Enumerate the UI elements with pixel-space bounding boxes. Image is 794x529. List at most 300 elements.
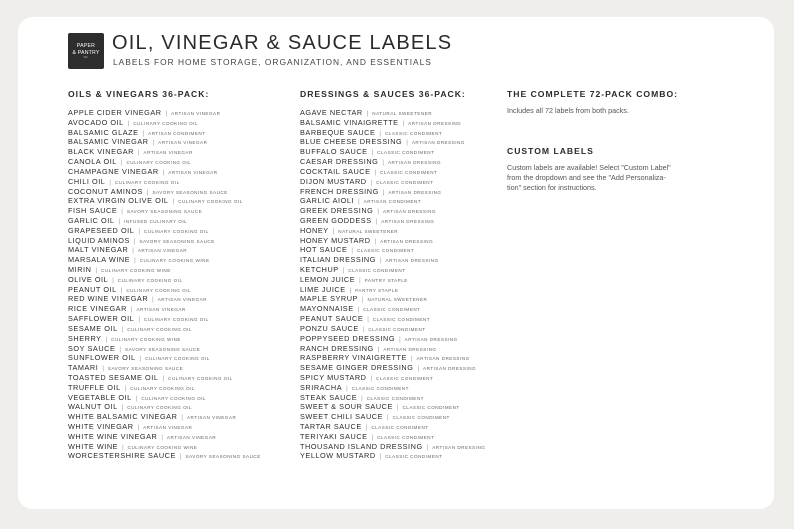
label-name: THOUSAND ISLAND DRESSING	[300, 441, 423, 451]
separator: |	[120, 160, 123, 167]
label-category: ARTISAN VINEGAR	[186, 415, 237, 421]
list-item	[68, 351, 261, 361]
label-category: CLASSIC CONDIMENT	[384, 130, 443, 136]
list-item	[300, 430, 485, 440]
label-category: ARTISAN CONDIMENT	[148, 130, 206, 136]
label-name: FISH SAUCE	[68, 206, 118, 216]
label-category: SAVORY SEASONING SAUCE	[107, 366, 184, 372]
brand-logo	[68, 33, 104, 69]
list-item	[68, 410, 261, 420]
list-item	[300, 165, 485, 175]
list-item	[300, 204, 485, 214]
label-name: SWEET CHILI SAUCE	[300, 412, 384, 422]
separator: |	[351, 248, 353, 255]
separator: |	[134, 258, 136, 265]
separator: |	[172, 199, 175, 206]
label-category: ARTISAN VINEGAR	[171, 111, 221, 116]
list-item	[68, 253, 261, 263]
separator: |	[399, 336, 401, 343]
separator: |	[139, 356, 142, 363]
separator: |	[95, 268, 97, 274]
label-category: ARTISAN VINEGAR	[166, 434, 217, 440]
separator: |	[112, 277, 114, 284]
separator: |	[161, 434, 163, 441]
separator: |	[102, 366, 104, 373]
label-name: COCONUT AMINOS	[68, 186, 143, 196]
label-name: CHILI OIL	[68, 176, 106, 186]
list-item	[68, 135, 261, 145]
label-category: CULINARY COOKING OIL	[141, 395, 207, 401]
label-category: ARTISAN DRESSING	[383, 346, 437, 352]
label-name: SRIRACHA	[300, 382, 343, 392]
list-item	[300, 420, 485, 430]
list-item	[300, 194, 485, 204]
label-category: ARTISAN DRESSING	[408, 120, 462, 126]
separator: |	[137, 150, 140, 157]
separator: |	[120, 287, 123, 294]
label-name: OLIVE OIL	[68, 274, 109, 284]
list-item	[68, 449, 261, 459]
list-item	[68, 175, 261, 185]
separator: |	[361, 297, 364, 304]
label-category: ARTISAN VINEGAR	[143, 425, 193, 430]
list-item	[300, 106, 485, 116]
separator: |	[379, 454, 382, 461]
label-name: BALSAMIC GLAZE	[68, 127, 139, 137]
separator: |	[362, 326, 365, 333]
separator: |	[124, 385, 127, 392]
separator: |	[377, 209, 379, 216]
label-name: MARSALA WINE	[68, 255, 131, 265]
list-item	[300, 116, 485, 126]
label-name: MAPLE SYRUP	[300, 294, 358, 304]
label-category: NATURAL SWEETENER	[338, 228, 399, 234]
separator: |	[181, 415, 183, 422]
label-category: CLASSIC CONDIMENT	[376, 179, 434, 185]
list-item	[300, 185, 485, 195]
list-item	[68, 312, 261, 322]
label-category: SAVORY SEASONING SAUCE	[126, 209, 203, 215]
separator: |	[379, 130, 381, 137]
label-name: RASPBERRY VINAIGRETTE	[300, 353, 407, 363]
separator: |	[402, 120, 405, 127]
list-item	[68, 381, 261, 391]
list-item	[300, 332, 485, 342]
list-item	[68, 332, 261, 342]
separator: |	[374, 238, 377, 245]
label-name: WHITE VINEGAR	[68, 422, 134, 431]
separator: |	[374, 169, 377, 176]
separator: |	[358, 199, 360, 206]
list-item	[68, 106, 261, 116]
label-category: CULINARY COOKING WINE	[111, 336, 181, 342]
combo-heading: THE COMPLETE 72-PACK COMBO:	[507, 89, 679, 99]
oils-list	[68, 106, 261, 459]
label-category: CLASSIC CONDIMENT	[351, 385, 409, 391]
separator: |	[332, 228, 335, 235]
label-name: SWEET & SOUR SAUCE	[300, 402, 393, 412]
list-item	[68, 204, 261, 214]
label-name: CAESAR DRESSING	[300, 157, 379, 167]
label-name: YELLOW MUSTARD	[300, 451, 376, 461]
list-item	[300, 214, 485, 224]
label-category: CULINARY COOKING OIL	[168, 375, 233, 381]
label-category: CULINARY COOKING WINE	[139, 258, 210, 264]
label-category: CULINARY COOKING WINE	[127, 444, 198, 450]
list-item	[68, 155, 261, 165]
list-item	[68, 283, 261, 293]
label-category: NATURAL SWEETENER	[367, 297, 428, 303]
list-item	[300, 135, 485, 145]
label-name: WORCESTERSHIRE SAUCE	[68, 451, 176, 461]
label-name: BALSAMIC VINAIGRETTE	[300, 117, 399, 127]
label-category: ARTISAN DRESSING	[380, 238, 434, 244]
label-name: SPICY MUSTARD	[300, 372, 367, 382]
list-item	[68, 194, 261, 204]
list-item	[68, 292, 261, 302]
label-category: CLASSIC CONDIMENT	[385, 454, 443, 460]
label-name: GRAPESEED OIL	[68, 225, 135, 235]
list-item	[68, 273, 261, 283]
separator: |	[382, 160, 384, 167]
list-item	[300, 400, 485, 410]
separator: |	[121, 405, 124, 412]
label-name: COCKTAIL SAUCE	[300, 166, 371, 176]
separator: |	[349, 287, 352, 294]
label-category: SAVORY SEASONING SAUCE	[124, 346, 201, 352]
label-category: CLASSIC CONDIMENT	[392, 415, 450, 421]
label-category: CULINARY COOKING OIL	[127, 405, 192, 411]
list-item	[300, 391, 485, 401]
list-item	[300, 283, 485, 293]
label-category: CULINARY COOKING OIL	[126, 287, 192, 293]
list-item	[300, 224, 485, 234]
label-name: HOT SAUCE	[300, 245, 348, 255]
label-category: ARTISAN DRESSING	[385, 258, 439, 264]
label-name: PEANUT OIL	[68, 284, 117, 294]
label-category: CULINARY COOKING OIL	[143, 317, 209, 323]
separator: |	[382, 189, 385, 196]
separator: |	[138, 228, 140, 235]
label-category: CLASSIC CONDIMENT	[366, 395, 424, 401]
label-name: BLUE CHEESE DRESSING	[300, 137, 403, 147]
label-name: GARLIC AIOLI	[300, 196, 355, 206]
list-item	[300, 243, 485, 253]
label-category: ARTISAN DRESSING	[411, 140, 465, 146]
label-category: CULINARY COOKING OIL	[117, 277, 183, 283]
separator: |	[370, 179, 373, 186]
label-name: VEGETABLE OIL	[68, 392, 132, 402]
separator: |	[109, 179, 111, 186]
list-item	[300, 410, 485, 420]
separator: |	[162, 375, 165, 382]
label-name: HONEY	[300, 225, 329, 235]
list-item	[300, 440, 485, 450]
label-name: APPLE CIDER VINEGAR	[68, 108, 162, 117]
label-name: PONZU SAUCE	[300, 323, 359, 333]
label-category: ARTISAN CONDIMENT	[363, 199, 422, 205]
logo-line-2: & PANTRY	[72, 49, 100, 56]
list-item	[68, 322, 261, 332]
label-name: SOY SAUCE	[68, 343, 116, 353]
separator: |	[366, 111, 369, 117]
label-name: EXTRA VIRGIN OLIVE OIL	[68, 196, 169, 206]
label-category: CLASSIC CONDIMENT	[377, 434, 435, 440]
list-item	[68, 116, 261, 126]
separator: |	[426, 444, 429, 451]
label-category: CLASSIC CONDIMENT	[372, 317, 431, 323]
list-item	[68, 243, 261, 253]
label-name: RANCH DRESSING	[300, 343, 374, 353]
list-item	[68, 263, 261, 273]
list-item	[68, 391, 261, 401]
list-item	[68, 440, 261, 450]
separator: |	[379, 258, 382, 265]
label-name: CHAMPAGNE VINEGAR	[68, 166, 159, 176]
label-name: BALSAMIC VINEGAR	[68, 137, 149, 147]
label-category: CULINARY COOKING OIL	[133, 120, 199, 126]
list-item	[300, 322, 485, 332]
separator: |	[130, 307, 133, 314]
separator: |	[152, 297, 154, 304]
label-category: ARTISAN DRESSING	[381, 218, 435, 224]
label-category: CULINARY COOKING OIL	[143, 228, 209, 234]
list-item	[300, 155, 485, 165]
label-name: AVOCADO OIL	[68, 117, 124, 127]
label-category: CLASSIC CONDIMENT	[368, 326, 426, 332]
separator: |	[357, 307, 360, 314]
separator: |	[118, 218, 121, 225]
label-name: BUFFALO SAUCE	[300, 147, 368, 157]
separator: |	[121, 209, 123, 216]
separator: |	[165, 111, 168, 117]
list-item	[300, 342, 485, 352]
separator: |	[346, 385, 348, 392]
list-item	[300, 175, 485, 185]
separator: |	[365, 425, 368, 431]
label-category: CULINARY COOKING OIL	[114, 179, 180, 185]
label-category: CULINARY COOKING OIL	[127, 326, 192, 332]
label-name: MIRIN	[68, 265, 92, 274]
list-item	[68, 342, 261, 352]
oils-column	[68, 88, 261, 459]
label-name: BARBEQUE SAUCE	[300, 127, 376, 137]
list-item	[300, 145, 485, 155]
list-item	[68, 145, 261, 155]
label-name: TRUFFLE OIL	[68, 382, 121, 392]
label-name: KETCHUP	[300, 265, 339, 274]
list-item	[300, 292, 485, 302]
label-name: GARLIC OIL	[68, 215, 115, 225]
label-category: CLASSIC CONDIMENT	[377, 150, 435, 156]
separator: |	[133, 238, 136, 245]
label-name: MAYONNAISE	[300, 304, 354, 314]
label-name: ITALIAN DRESSING	[300, 255, 376, 265]
list-item	[68, 126, 261, 136]
label-name: LEMON JUICE	[300, 274, 356, 284]
list-item	[68, 234, 261, 244]
list-item	[68, 224, 261, 234]
label-name: WHITE BALSAMIC VINEGAR	[68, 412, 178, 422]
separator: |	[119, 346, 121, 353]
label-name: TARTAR SAUCE	[300, 422, 362, 431]
list-item	[68, 302, 261, 312]
list-item	[68, 361, 261, 371]
list-item	[300, 381, 485, 391]
label-category: ARTISAN DRESSING	[423, 366, 477, 372]
separator: |	[361, 395, 363, 402]
label-name: WHITE WINE	[68, 441, 119, 451]
list-item	[68, 371, 261, 381]
label-name: SAFFLOWER OIL	[68, 314, 135, 324]
separator: |	[162, 169, 165, 176]
label-name: AGAVE NECTAR	[300, 108, 363, 117]
label-category: CULINARY COOKING WINE	[101, 268, 171, 273]
label-category: ARTISAN VINEGAR	[143, 150, 193, 156]
list-item	[68, 400, 261, 410]
label-category: ARTISAN VINEGAR	[136, 307, 186, 313]
separator: |	[132, 248, 134, 255]
list-item	[300, 351, 485, 361]
label-category: CLASSIC CONDIMENT	[363, 307, 421, 313]
dressings-list	[300, 106, 485, 459]
separator: |	[371, 434, 374, 441]
dressings-heading: DRESSINGS & SAUCES 36-PACK:	[300, 89, 466, 99]
label-category: ARTISAN DRESSING	[388, 189, 442, 195]
label-category: CULINARY COOKING OIL	[126, 160, 192, 166]
label-category: SAVORY SEASONING SAUCE	[139, 238, 215, 244]
oils-heading: OILS & VINEGARS 36-PACK:	[68, 89, 210, 99]
custom-text-line: tion" section for instructions.	[507, 183, 597, 192]
list-item	[300, 126, 485, 136]
list-item	[300, 361, 485, 371]
label-category: SAVORY SEASONING SAUCE	[152, 189, 228, 195]
label-category: ARTISAN DRESSING	[387, 160, 442, 166]
label-name: WALNUT OIL	[68, 402, 118, 412]
page-subtitle: LABELS FOR HOME STORAGE, ORGANIZATION, AND ESSENTIALS	[113, 57, 432, 67]
label-name: MALT VINEGAR	[68, 245, 129, 255]
label-category: NATURAL SWEETENER	[372, 111, 433, 116]
label-name: FRENCH DRESSING	[300, 186, 379, 196]
logo-line-1: PAPER	[76, 43, 96, 49]
custom-text-line: Custom labels are available! Select "Custom Label"	[507, 163, 671, 172]
separator: |	[146, 189, 149, 196]
combo-text: Includes all 72 labels from both packs.	[507, 106, 629, 115]
label-name: GREEK DRESSING	[300, 206, 374, 216]
separator: |	[417, 366, 420, 373]
label-name: STEAK SAUCE	[300, 392, 358, 402]
label-name: POPPYSEED DRESSING	[300, 333, 396, 343]
separator: |	[122, 444, 124, 451]
label-name: TERIYAKI SAUCE	[300, 431, 368, 441]
label-name: DIJON MUSTARD	[300, 176, 367, 186]
label-name: SHERRY	[68, 333, 102, 343]
label-name: HONEY MUSTARD	[300, 235, 371, 245]
label-category: CLASSIC CONDIMENT	[376, 375, 434, 381]
label-name: PEANUT SAUCE	[300, 314, 364, 324]
separator: |	[142, 130, 145, 137]
separator: |	[137, 425, 140, 431]
list-item	[68, 214, 261, 224]
separator: |	[410, 356, 413, 363]
label-category: ARTISAN DRESSING	[416, 356, 470, 362]
label-category: CULINARY COOKING OIL	[145, 356, 210, 362]
label-name: GREEN GODDESS	[300, 215, 372, 225]
list-item	[300, 273, 485, 283]
separator: |	[135, 395, 138, 402]
label-category: CLASSIC CONDIMENT	[380, 169, 438, 175]
label-category: SAVORY SEASONING SAUCE	[185, 454, 261, 460]
custom-heading: CUSTOM LABELS	[507, 146, 594, 156]
label-category: ARTISAN VINEGAR	[137, 248, 188, 254]
label-category: INFUSED CULINARY OIL	[124, 218, 188, 224]
separator: |	[152, 140, 155, 147]
label-name: LIQUID AMINOS	[68, 235, 130, 245]
list-item	[68, 430, 261, 440]
label-name: WHITE WINE VINEGAR	[68, 431, 158, 441]
label-category: ARTISAN DRESSING	[432, 444, 486, 450]
list-item	[300, 371, 485, 381]
label-name: TAMARI	[68, 363, 99, 373]
separator: |	[359, 277, 361, 284]
separator: |	[387, 415, 389, 422]
separator: |	[370, 375, 373, 382]
label-name: SUNFLOWER OIL	[68, 353, 136, 363]
list-item	[300, 234, 485, 244]
list-item	[300, 253, 485, 263]
label-category: ARTISAN VINEGAR	[158, 140, 208, 146]
label-category: CLASSIC CONDIMENT	[356, 248, 415, 254]
label-name: RICE VINEGAR	[68, 304, 127, 314]
list-item	[68, 420, 261, 430]
separator: |	[406, 140, 408, 147]
list-item	[68, 185, 261, 195]
label-name: BLACK VINEGAR	[68, 147, 134, 157]
list-item	[300, 312, 485, 322]
page-title: OIL, VINEGAR & SAUCE LABELS	[112, 32, 453, 54]
label-name: SESAME GINGER DRESSING	[300, 363, 414, 373]
info-column	[507, 88, 717, 193]
label-category: ARTISAN DRESSING	[382, 209, 437, 215]
label-category: CLASSIC CONDIMENT	[348, 268, 406, 273]
label-name: SESAME OIL	[68, 323, 118, 333]
logo-line-3: CO.	[83, 56, 89, 59]
separator: |	[375, 218, 378, 225]
label-category: CULINARY COOKING OIL	[130, 385, 195, 391]
label-name: LIME JUICE	[300, 284, 346, 294]
separator: |	[377, 346, 380, 353]
label-category: CULINARY COOKING OIL	[178, 199, 243, 205]
label-category: CLASSIC CONDIMENT	[402, 405, 460, 411]
separator: |	[138, 317, 140, 324]
label-name: CANOLA OIL	[68, 157, 117, 167]
list-item	[68, 165, 261, 175]
list-item	[300, 449, 485, 459]
separator: |	[342, 268, 345, 274]
label-name: TOASTED SESAME OIL	[68, 372, 159, 382]
label-name: RED WINE VINEGAR	[68, 294, 149, 304]
label-category: ARTISAN DRESSING	[404, 336, 458, 342]
label-category: ARTISAN VINEGAR	[168, 169, 218, 175]
separator: |	[367, 317, 369, 324]
separator: |	[371, 150, 374, 157]
separator: |	[127, 120, 130, 127]
separator: |	[179, 454, 182, 461]
separator: |	[121, 326, 124, 333]
custom-text-line: from the dropdown and see the "Add Personaliza-	[507, 173, 666, 182]
label-category: ARTISAN VINEGAR	[157, 297, 207, 303]
label-category: PANTRY STAPLE	[364, 277, 408, 283]
